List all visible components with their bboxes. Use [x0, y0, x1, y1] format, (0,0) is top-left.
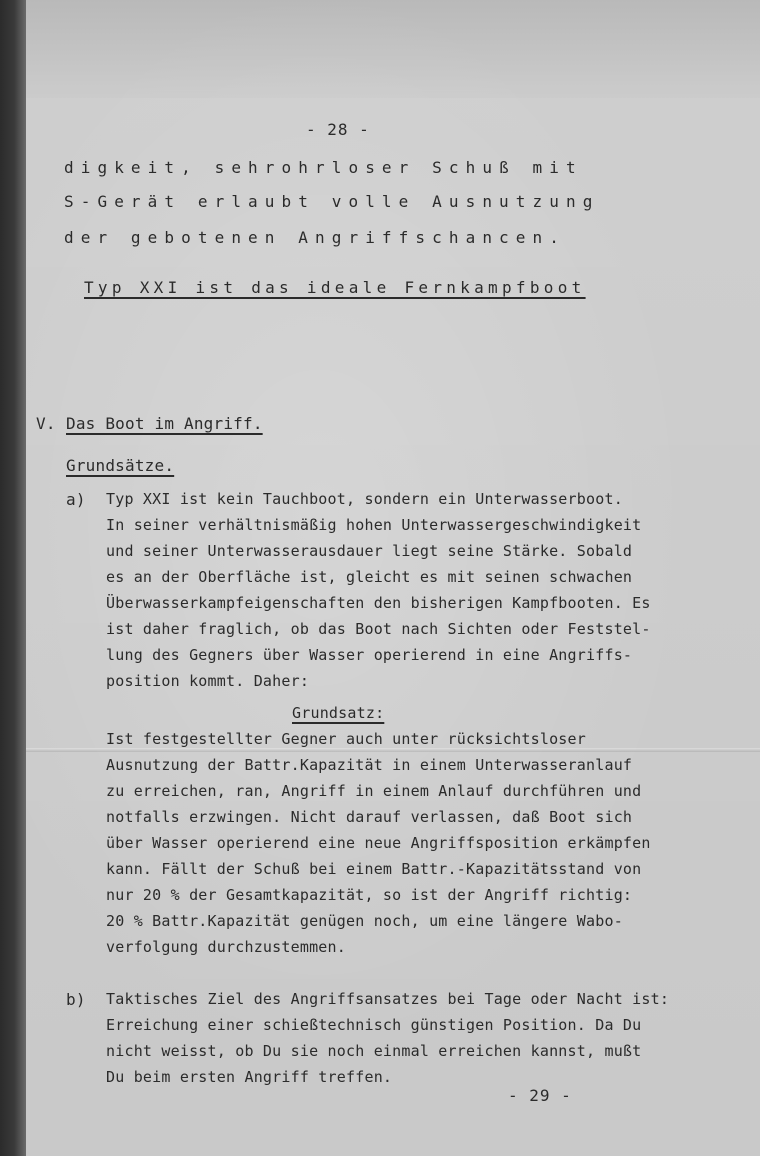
typewritten-page [26, 0, 760, 1156]
point-b-line-1: Taktisches Ziel des Angriffsansatzes bei Tage oder Nacht ist: [106, 990, 670, 1008]
principle-line-5: über Wasser operierend eine neue Angriffsposition erkämpfen [106, 834, 651, 852]
section-title: Das Boot im Angriff. [66, 414, 263, 433]
section-number: V. [36, 414, 56, 433]
point-a-line-7: lung des Gegners über Wasser operierend in eine Angriffs- [106, 646, 633, 664]
point-b-line-2: Erreichung einer schießtechnisch günstigen Position. Da Du [106, 1016, 642, 1034]
principle-line-6: kann. Fällt der Schuß bei einem Battr.-Kapazitätsstand von [106, 860, 642, 878]
point-a-line-8: position kommt. Daher: [106, 672, 310, 690]
principle-line-7: nur 20 % der Gesamtkapazität, so ist der Angriff richtig: [106, 886, 633, 904]
principle-line-2: Ausnutzung der Battr.Kapazität in einem Unterwasseranlauf [106, 756, 633, 774]
point-b-line-3: nicht weisst, ob Du sie noch einmal erreichen kannst, mußt [106, 1042, 642, 1060]
continuation-line-3: der gebotenen Angriffschancen. [64, 228, 566, 247]
point-a-line-6: ist daher fraglich, ob das Boot nach Sichten oder Feststel- [106, 620, 651, 638]
point-a-line-2: In seiner verhältnismäßig hohen Unterwassergeschwindigkeit [106, 516, 642, 534]
page-number-bottom: - 29 - [508, 1086, 572, 1105]
point-a-line-5: Überwasserkampfeigenschaften den bisherigen Kampfbooten. Es [106, 594, 651, 612]
principle-line-4: notfalls erzwingen. Nicht darauf verlassen, daß Boot sich [106, 808, 633, 826]
page-number-top: - 28 - [306, 120, 370, 139]
principle-line-1: Ist festgestellter Gegner auch unter rücksichtsloser [106, 730, 586, 748]
point-a-line-3: und seiner Unterwasserausdauer liegt seine Stärke. Sobald [106, 542, 633, 560]
continuation-line-2: S-Gerät erlaubt volle Ausnutzung [64, 192, 600, 211]
paper-fold-line [26, 748, 760, 752]
emphasis-line: Typ XXI ist das ideale Fernkampfboot [84, 278, 586, 297]
point-a-label: a) [66, 490, 86, 509]
principle-line-8: 20 % Battr.Kapazität genügen noch, um eine längere Wabo- [106, 912, 623, 930]
point-b-label: b) [66, 990, 86, 1009]
point-a-line-4: es an der Oberfläche ist, gleicht es mit seinen schwachen [106, 568, 633, 586]
subheading: Grundsätze. [66, 456, 175, 475]
point-a-line-1: Typ XXI ist kein Tauchboot, sondern ein Unterwasserboot. [106, 490, 623, 508]
principle-line-9: verfolgung durchzustemmen. [106, 938, 346, 956]
continuation-line-1: digkeit, sehrohrloser Schuß mit [64, 158, 583, 177]
film-edge [0, 0, 26, 1156]
principle-line-3: zu erreichen, ran, Angriff in einem Anlauf durchführen und [106, 782, 642, 800]
principle-heading: Grundsatz: [292, 704, 385, 722]
point-b-line-4: Du beim ersten Angriff treffen. [106, 1068, 393, 1086]
